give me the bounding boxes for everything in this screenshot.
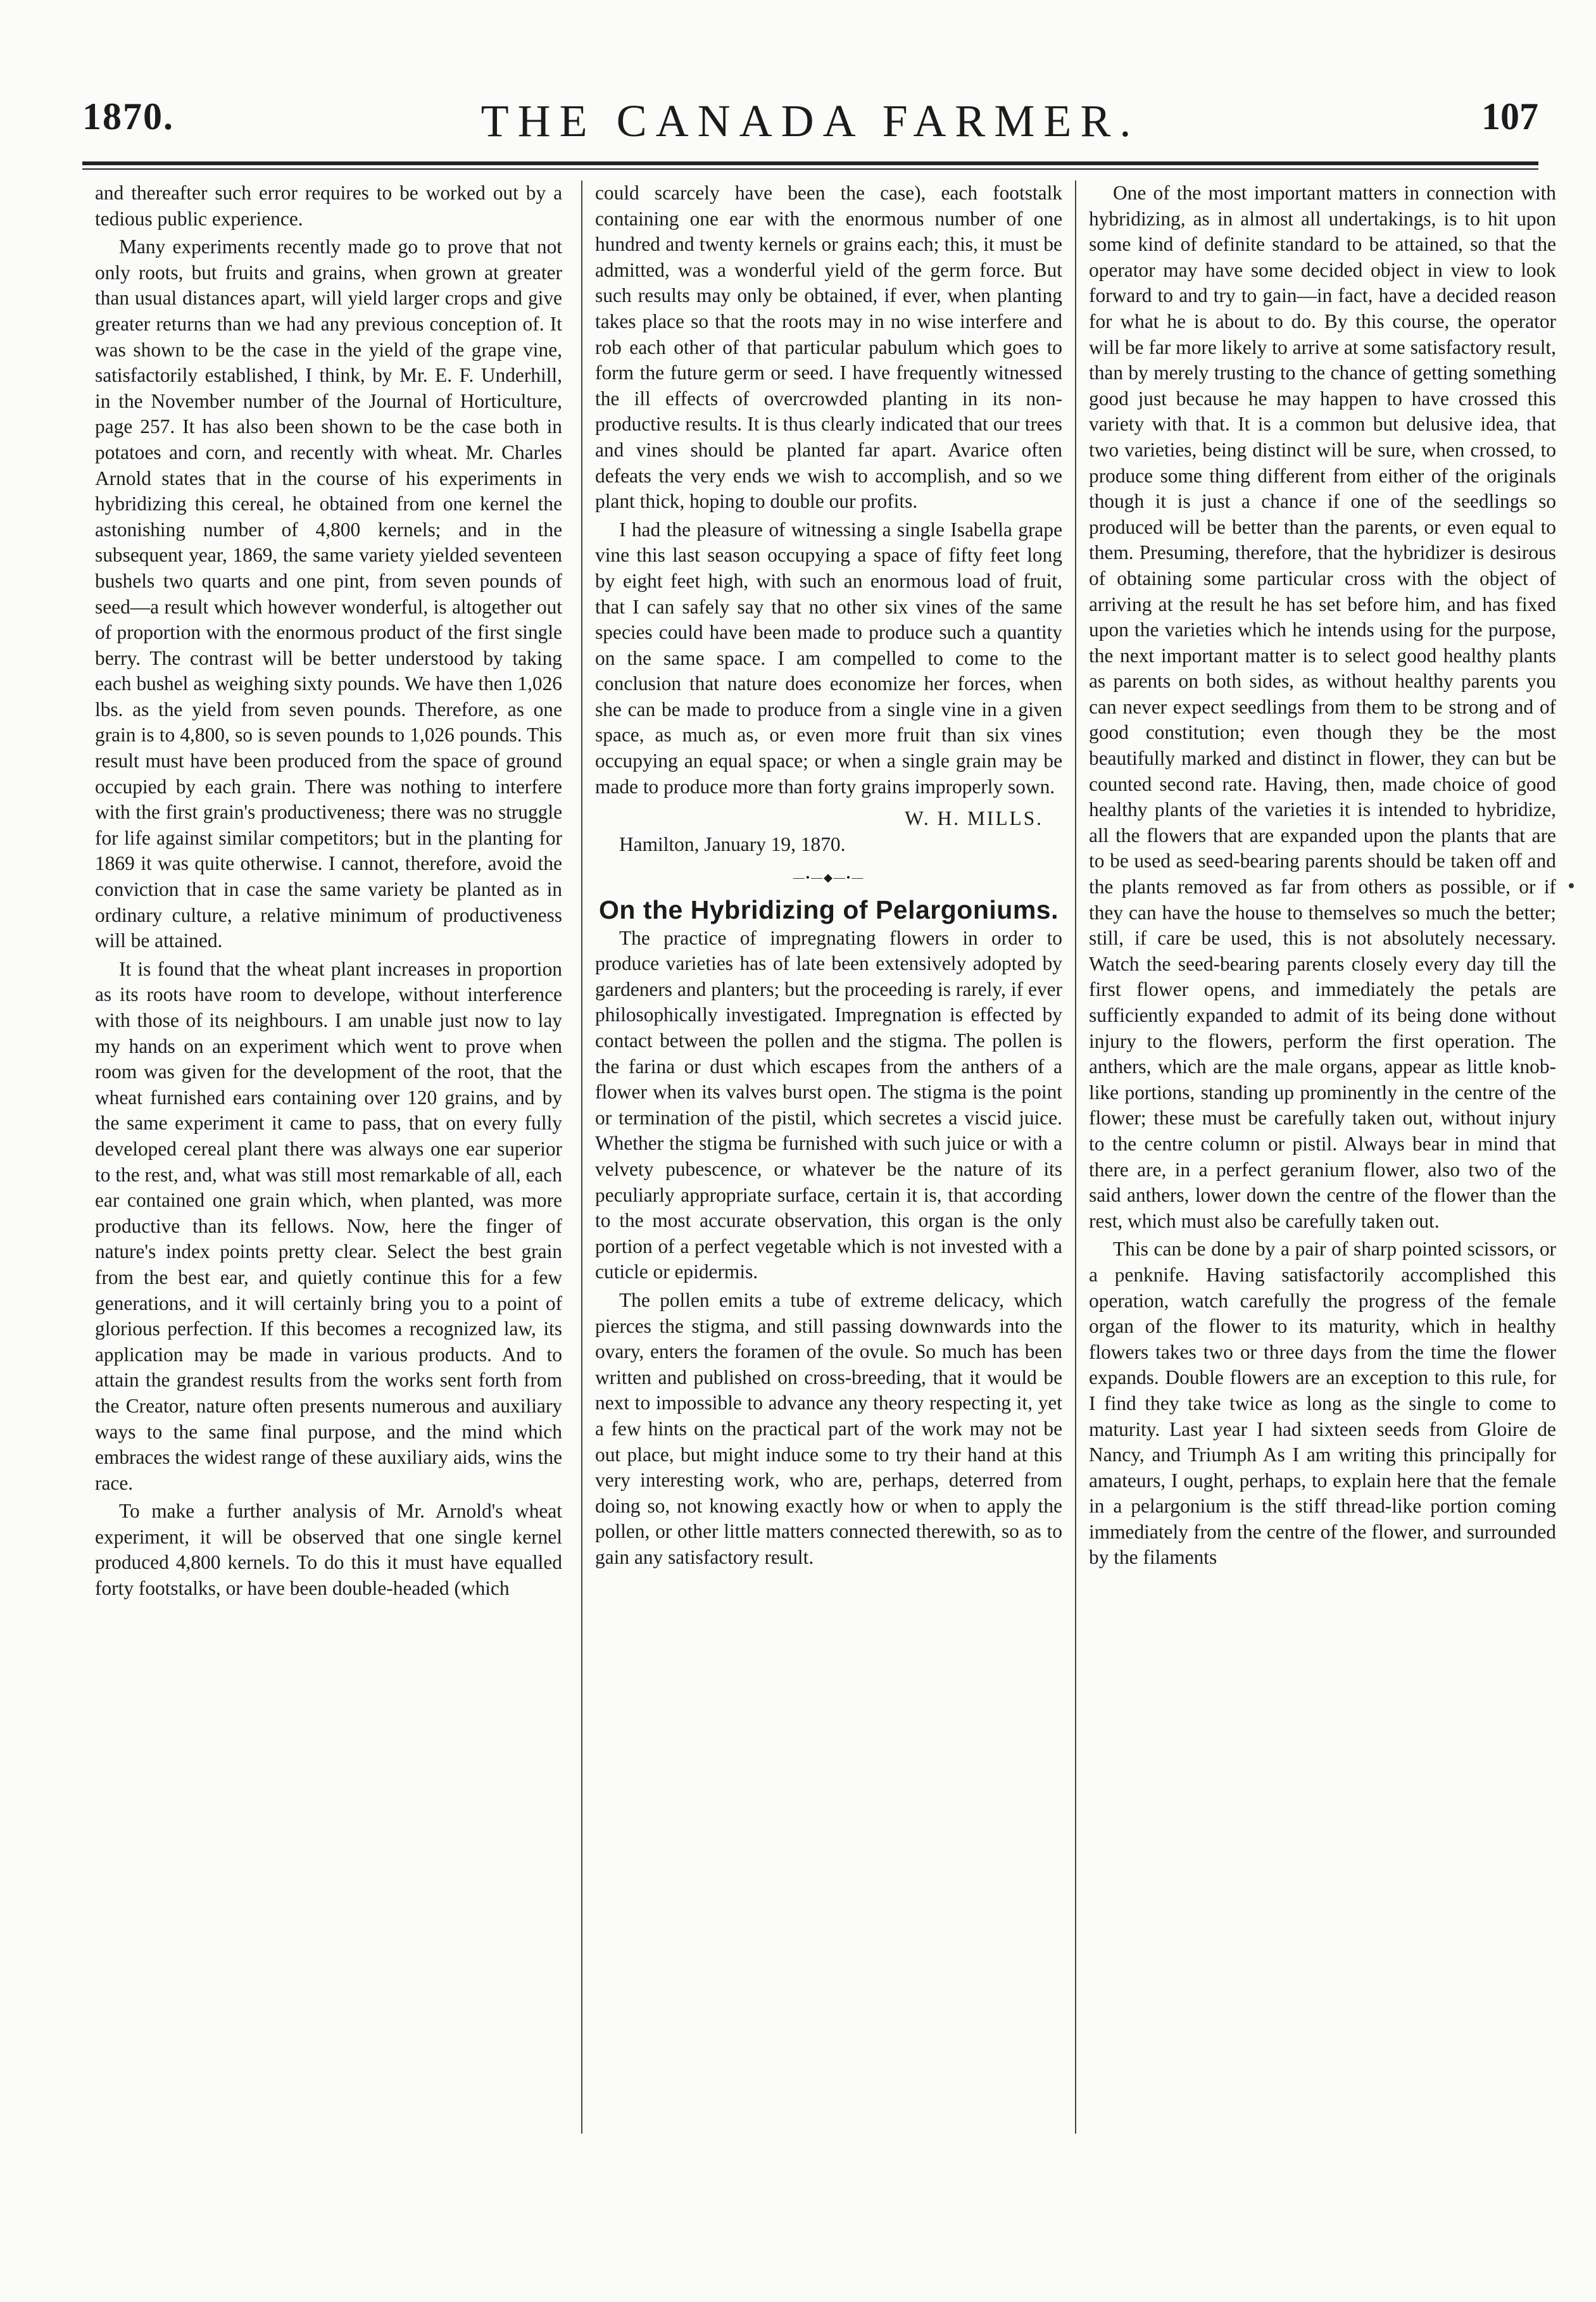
article-heading: On the Hybridizing of Pelargoniums. <box>599 895 1059 925</box>
column-divider <box>1075 180 1076 2134</box>
paragraph: I had the pleasure of witnessing a single Isabella grape vine this last season occupying a space of fifty feet long by eight feet high, with such an enormous load of fruit, that I can safely say that no other six vines of the same species could have been made to produce such a quantity on the same space. I am compelled to come to the conclusion that nature does economize her forces, when she can be made to produce from a single vine in a given space, as much as, or even more fruit than six vines occupying an equal space; or when a single grain may be made to produce more than forty grains improperly sown. <box>595 518 1062 798</box>
paragraph: and thereafter such error requires to be worked out by a tedious public experience. <box>95 182 562 230</box>
masthead-title: THE CANADA FARMER. <box>481 96 1140 146</box>
paragraph: Many experiments recently made go to prove that not only roots, but fruits and grains, when grown at greater than usual distances apart, will yield larger crops and give greater returns than we had any previous conception of. It was shown to be the case in the yield of the grape vine, satisfactorily established, I think, by Mr. E. F. Underhill, in the November number of the Journal of Horticulture, page 257. It has also been shown to be the case both in potatoes and corn, and recently with wheat. Mr. Charles Arnold states that in the course of his experiments in hybridizing this cereal, he obtained from one kernel the astonishing number of 4,800 kernels; and in the subsequent year, 1869, the same variety yielded seventeen bushels two quarts and one pint, from seven pounds of seed—a result which however wonderful, is altogether out of proportion with the enormous product of the first single berry. The contrast will be better understood by taking each bushel as weighing sixty pounds. We have then 1,026 lbs. as the yield from seven pounds. Therefore, as one grain is to 4,800, so is seven pounds to 1,026 pounds. This result must have been produced from the space of ground occupied by each grain. There was nothing to interfere with the first grain's productiveness; there was no struggle for life against similar competitors; but in the planting for 1869 it was quite otherwise. I cannot, therefore, avoid the conviction that in case the same variety be planted as in ordinary culture, a relative minimum of productiveness will be attained. <box>95 236 562 952</box>
author-signature: W. H. MILLS. <box>905 807 1043 830</box>
masthead-year: 1870. <box>82 96 174 137</box>
masthead-rule <box>82 161 1538 165</box>
paragraph: To make a further analysis of Mr. Arnold's wheat experiment, it will be observed that one single kernel produced 4,800 kernels. To do this it must have equalled forty footstalks, or have been double-headed (which <box>95 1500 562 1600</box>
column-1 <box>95 180 562 1604</box>
column-3 <box>1089 180 1556 1573</box>
column-2 <box>595 180 1062 1573</box>
signature-place-date: Hamilton, January 19, 1870. <box>619 833 846 855</box>
paragraph: could scarcely have been the case), each footstalk containing one ear with the enormous number of one hundred and twenty kernels or grains each; this, it must be admitted, was a wonderful yield of the germ force. But such results may only be obtained, if ever, when planting takes place so that the roots may in no wise interfere and rob each other of that particular pabulum which goes to form the future germ or seed. I have frequently witnessed the ill effects of overcrowded planting in its non-productive results. It is thus clearly indicated that our trees and vines should be planted far apart. Avarice often defeats the very ends we wish to accomplish, and so we plant thick, hoping to double our profits. <box>595 182 1062 513</box>
paragraph: This can be done by a pair of sharp pointed scissors, or a penknife. Having satisfactorily accomplished this operation, watch carefully the progress of the female organ of the flower to its maturity, which in healthy flowers takes two or three days from the time the flower expands. Double flowers are an exception to this rule, for I find they take twice as long as the single to come to maturity. Last year I had sixteen seeds from Gloire de Nancy, and Triumph As I am writing this principally for amateurs, I ought, perhaps, to explain here that the female in a pelargonium is the stiff thread-like portion coming immediately from the centre of the flower, and surrounded by the filaments <box>1089 1238 1556 1569</box>
column-divider <box>581 180 582 2134</box>
paragraph: The practice of impregnating flowers in order to produce varieties has of late been extensively adopted by gardeners and planters; but the proceeding is rarely, if ever philosophically investigated. Impregnation is effected by contact between the pollen and the stigma. The pollen is the farina or dust which escapes from the anthers of a flower when its valves burst open. The stigma is the point or termination of the pistil, which secretes a viscid juice. Whether the stigma be furnished with such juice or with a velvety pubescence, or whatever be the nature of its peculiarly appropriate surface, certain it is, that according to the most accurate observation, this organ is the only portion of a perfect vegetable which is not invested with a cuticle or epidermis. <box>595 926 1062 1283</box>
paragraph: It is found that the wheat plant increases in proportion as its roots have room to develope, without interference with those of its neighbours. I am unable just now to lay my hands on an experiment which went to prove when room was given for the development of the root, that the wheat furnished ears containing over 120 grains, and by the same experiment it came to pass, that on every fully developed cereal plant there was always one ear superior to the rest, and, what was still most remarkable of all, each ear contained one grain which, when planted, was more productive than its fellows. Now, here the finger of nature's index points pretty clear. Select the best grain from the best ear, and quietly continue this for a few generations, and it will certainly bring you to a point of glorious perfection. If this becomes a recognized law, its application may be made in various products. And to attain the grandest results from the works sent forth from the Creator, nature often presents numerous and auxiliary ways to the same final purpose, and the mind which embraces the widest range of these auxiliary aids, wins the race. <box>95 957 562 1494</box>
section-ornament: —•—◆—•— <box>793 871 865 884</box>
masthead-rule-thin <box>82 168 1538 170</box>
paragraph: The pollen emits a tube of extreme delicacy, which pierces the stigma, and still passing downwards into the ovary, enters the foramen of the ovule. So much has been written and published on cross-breeding, that it would be next to impossible to advance any theory respecting it, yet a few hints on the practical part of the work may not be out place, but might induce some to try their hand at this very interesting work, who are, perhaps, deterred from doing so, not knowing exactly how or when to apply the pollen, or other little matters connected therewith, so as to gain any satisfactory result. <box>595 1288 1062 1568</box>
masthead <box>82 95 1538 158</box>
page-number: 107 <box>1481 96 1538 137</box>
paragraph: One of the most important matters in connection with hybridizing, as in almost all undertakings, is to hit upon some kind of definite standard to be attained, so that the operator may have some decided object in view to look forward to and try to gain—in fact, have a decided reason for what he is about to do. By this course, the operator will be far more likely to arrive at some satisfactory result, than by merely trusting to the chance of getting something good just because he may happen to have crossed this variety with that. It is a common but delusive idea, that two varieties, being distinct will be sure, when crossed, to produce some thing different from either of the originals though it is just a chance if one of the seedlings so produced will be better than the parents, or even equal to them. Presuming, therefore, that the hybridizer is desirous of obtaining some particular cross with the object of arriving at the result he has set before him, and has fixed upon the varieties which he intends using for the purpose, the next important matter is to select good healthy plants as parents on both sides, as without healthy parents you can never expect seedlings from them to be strong and of good constitution; even though they be the most beautifully marked and distinct in flower, they can but be counted second rate. Having, then, made choice of good healthy plants of the varieties it is intended to hybridize, all the flowers that are expanded upon the plants that are to be used as seed-bearing parents should be taken off and the plants removed as far from others as possible, or if they can have the house to themselves so much the better; still, if care be used, this is not absolutely necessary. Watch the seed-bearing parents closely every day till the first flower opens, and immediately the petals are sufficiently expanded to admit of its being done without injury to the flowers, perform the first operation. The anthers, which are the male organs, appear as little knob-like portions, standing up prominently in the centre of the flower; these must be carefully taken out, without injury to the centre column or pistil. Always bear in mind that there are, in a perfect geranium flower, also two of the said anthers, lower down the centre of the flower than the rest, which must also be carefully taken out. <box>1089 182 1556 1232</box>
margin-mark <box>1569 883 1574 888</box>
